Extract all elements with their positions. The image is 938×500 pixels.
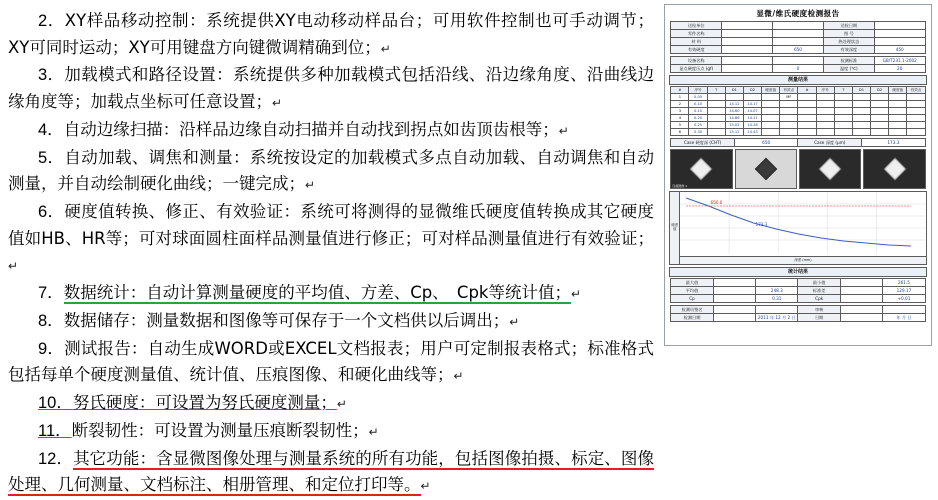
cell <box>871 129 889 136</box>
paragraph-9-text: 测试报告：自动生成WORD或EXCEL文档报表；用户可定制报表格式；标准格式包括每单个硬度测量值、统计值、压痕图像、和硬化曲线等； <box>8 338 654 385</box>
col-header: 硬度值 <box>889 87 907 94</box>
table-row <box>671 65 925 73</box>
cell <box>713 295 755 303</box>
cell: 有效硬度 <box>671 46 722 54</box>
cell <box>907 115 925 122</box>
cell: 14.60 <box>725 108 743 115</box>
table-row <box>671 122 925 129</box>
cell <box>816 129 834 136</box>
cell: 标准差 <box>798 287 840 295</box>
cell <box>780 129 798 136</box>
cell: 日期 <box>798 314 840 322</box>
cell <box>713 314 755 322</box>
paragraph-6-number: 6． <box>38 203 65 222</box>
cell: 最大值 <box>671 279 713 287</box>
pilcrow-icon: ↵ <box>509 314 520 329</box>
pilcrow-icon: ↵ <box>558 123 569 138</box>
paragraph-3-text: 加载模式和路径设置：系统提供多种加载模式包括沿线、沿边缘角度、沿曲线边缘角度等；加载点坐标可任意设置； <box>8 65 654 112</box>
cell <box>743 94 761 101</box>
cell: 0.05 <box>689 94 707 101</box>
cell <box>713 306 755 314</box>
col-header: T <box>834 87 852 94</box>
cell <box>773 57 824 65</box>
cell: 0 <box>773 65 824 73</box>
cell <box>798 129 816 136</box>
pilcrow-icon: ↵ <box>272 96 283 111</box>
cell: 送检单位 <box>671 22 722 30</box>
report-info-table <box>670 21 925 54</box>
indentation-image-strip <box>670 149 925 189</box>
cell: 4 <box>671 115 689 122</box>
table-row <box>671 94 925 101</box>
col-header: D1 <box>725 87 743 94</box>
cell <box>713 287 755 295</box>
paragraph-11 <box>8 418 654 445</box>
cell <box>840 295 882 303</box>
paragraph-10-text: 努氏硬度：可设置为努氏硬度测量； <box>72 393 337 413</box>
paragraph-12-text: 其它功能：含显微图像处理与测量系统的所有功能，包括图像拍摄、标定、图像处理、几何测量、文档标注、相册管理、和定位打印等。 <box>8 448 655 495</box>
paragraph-7 <box>8 280 654 307</box>
table-row <box>671 279 925 287</box>
paragraph-6-text: 硬度值转换、修正、有效验证：系统可将测得的显微维氏硬度值转换成其它硬度值如HB、HR等；可对球面圆柱面样品测量值进行修正；可对样品测量值进行有效验证； <box>8 202 654 248</box>
cell: 图 号 <box>823 30 874 38</box>
cell <box>907 129 925 136</box>
cell <box>834 101 852 108</box>
paragraph-10-number: 10． <box>38 394 73 413</box>
table-row <box>671 129 925 136</box>
cell <box>722 65 773 73</box>
cell: 2 <box>671 101 689 108</box>
table-row <box>671 287 925 295</box>
cell <box>852 122 870 129</box>
case-depth-value: 650 <box>734 139 798 147</box>
chart-svg <box>680 192 925 264</box>
cell <box>874 30 925 38</box>
paragraph-3 <box>8 62 654 115</box>
cell: 14.12 <box>725 101 743 108</box>
cell <box>889 94 907 101</box>
cell: GB/T231.1-2002 <box>874 57 925 65</box>
paragraph-9 <box>8 336 654 389</box>
cell <box>907 108 925 115</box>
table-row <box>671 306 925 314</box>
cell <box>722 30 773 38</box>
cell <box>798 94 816 101</box>
cell <box>889 115 907 122</box>
cell <box>798 115 816 122</box>
paragraph-5-text: 自动加载、调焦和测量：系统按设定的加载模式多点自动加载、自动调焦和自动测量，并自动绘制硬化曲线；一键完成； <box>8 147 654 194</box>
paragraph-4-text: 自动边缘扫描：沿样品边缘自动扫描并自动找到拐点如齿顶齿根等； <box>63 119 559 139</box>
cell: 温度 (℃) <box>823 65 874 73</box>
paragraph-12 <box>8 446 654 499</box>
cell <box>762 101 780 108</box>
case-depth-value-2: 173.3 <box>862 139 926 147</box>
cell <box>816 101 834 108</box>
pilcrow-icon: ↵ <box>570 287 582 302</box>
cell: 0.20 <box>689 115 707 122</box>
col-header: 有效点 <box>907 87 925 94</box>
cell <box>840 306 882 314</box>
cell: 热处理状态 <box>823 38 874 46</box>
cell: 送检日期 <box>823 22 874 30</box>
cell <box>883 306 925 314</box>
pilcrow-icon: ↵ <box>305 178 316 193</box>
paragraph-4 <box>8 117 654 144</box>
cell: Cp <box>671 295 713 303</box>
cell <box>707 108 725 115</box>
cell: 6 <box>671 129 689 136</box>
indentation-image <box>799 149 861 189</box>
cell: 2011 年 12 月 2 日 <box>756 314 798 322</box>
table-row <box>671 295 925 303</box>
cell <box>756 279 798 287</box>
chart-y-axis-label: 硬度值 <box>670 192 680 264</box>
cell <box>889 101 907 108</box>
cell: 材 料 <box>671 38 722 46</box>
cell <box>762 122 780 129</box>
case-depth-label-2: Case 深度 (μm) <box>798 139 862 147</box>
cell <box>707 94 725 101</box>
cell <box>852 108 870 115</box>
cell <box>852 101 870 108</box>
cell <box>871 94 889 101</box>
paragraph-7-number: 7． <box>38 284 64 303</box>
cell <box>852 115 870 122</box>
cell <box>834 115 852 122</box>
cell: 0.31 <box>756 295 798 303</box>
statistics-table <box>670 278 925 303</box>
table-row <box>671 57 925 65</box>
cell: 14.17 <box>743 101 761 108</box>
indentation-image <box>863 149 925 189</box>
cell <box>762 94 780 101</box>
cell: 5 <box>671 122 689 129</box>
col-header: D1 <box>852 87 870 94</box>
cell: +0.01 <box>883 295 925 303</box>
cell: 零件名称 <box>671 30 722 38</box>
paragraph-2 <box>8 8 654 61</box>
cell: 1 <box>671 94 689 101</box>
cell <box>773 38 824 46</box>
cell: 设备名称 <box>671 57 722 65</box>
cell <box>816 122 834 129</box>
paragraph-7-text: 数据统计：自动计算测量硬度的平均值、方差、Cp、 Cpk等统计值； <box>63 283 571 303</box>
cell <box>707 122 725 129</box>
signature-table <box>670 305 925 322</box>
measure-section-header: 测量结果 <box>669 75 926 85</box>
table-row <box>671 101 925 108</box>
cell <box>871 101 889 108</box>
cell <box>834 129 852 136</box>
cell <box>780 101 798 108</box>
cell: 450 <box>874 46 925 54</box>
paragraph-8-text: 数据储存：测量数据和图像等可保存于一个文档供以后调出； <box>63 310 510 330</box>
cell <box>756 306 798 314</box>
paragraph-12-number: 12． <box>38 449 74 468</box>
cell: 14.43 <box>743 129 761 136</box>
table-row <box>671 139 925 147</box>
cell <box>798 122 816 129</box>
cell <box>798 101 816 108</box>
cell <box>907 101 925 108</box>
cell <box>773 30 824 38</box>
cell: 15.02 <box>725 122 743 129</box>
cell: 261.5 <box>883 279 925 287</box>
cell <box>871 122 889 129</box>
col-header: # <box>671 87 689 94</box>
paragraph-2-text: XY样品移动控制：系统提供XY电动移动样品台；可用软件控制也可手动调节；XY可同时运动；XY可用键盘方向键微调精确到位； <box>8 11 654 57</box>
cell <box>874 22 925 30</box>
indentation-image <box>670 149 732 189</box>
paragraph-9-number: 9． <box>38 339 65 358</box>
col-header: # <box>798 87 816 94</box>
col-header: D2 <box>743 87 761 94</box>
table-row <box>671 30 925 38</box>
cell <box>889 129 907 136</box>
paragraph-5-number: 5． <box>38 148 65 167</box>
cell: 检测日期 <box>671 314 713 322</box>
table-row <box>671 314 925 322</box>
cell <box>722 46 773 54</box>
svg-text:173.3: 173.3 <box>755 222 768 227</box>
chart-plot-area <box>680 192 925 264</box>
measure-table <box>670 86 925 136</box>
report-preview <box>664 4 932 346</box>
cell: 3 <box>671 108 689 115</box>
paragraph-8 <box>8 308 654 335</box>
cell: MF <box>780 94 798 101</box>
cell <box>834 108 852 115</box>
paragraph-6 <box>8 199 654 279</box>
cell <box>780 115 798 122</box>
cell <box>852 129 870 136</box>
col-header: T <box>707 87 725 94</box>
cell <box>816 108 834 115</box>
cell <box>907 94 925 101</box>
cell <box>889 122 907 129</box>
table-row <box>671 22 925 30</box>
cell <box>889 108 907 115</box>
cell <box>871 108 889 115</box>
cell: 15.12 <box>725 129 743 136</box>
col-header: 序号 <box>816 87 834 94</box>
cell: Cpk <box>798 295 840 303</box>
cell: 14.86 <box>725 115 743 122</box>
table-row <box>671 108 925 115</box>
cell: 平均值 <box>671 287 713 295</box>
table-row <box>671 46 925 54</box>
pilcrow-icon: ↵ <box>380 41 391 56</box>
pilcrow-icon: ↵ <box>336 397 347 412</box>
cell <box>780 108 798 115</box>
cell <box>722 22 773 30</box>
cell <box>707 101 725 108</box>
indentation-image-label: 压痕图像 1 <box>672 184 688 188</box>
cell <box>725 94 743 101</box>
cell <box>871 115 889 122</box>
paragraph-11-text: 断裂韧性：可设置为测量压痕断裂韧性； <box>71 420 369 440</box>
cell <box>840 287 882 295</box>
cell <box>762 129 780 136</box>
paragraph-3-number: 3． <box>38 66 65 85</box>
cell <box>840 279 882 287</box>
paragraph-8-number: 8． <box>38 311 64 330</box>
cell <box>707 129 725 136</box>
cell <box>722 38 773 46</box>
indentation-diamond-icon <box>690 158 713 181</box>
indentation-diamond-icon <box>819 158 842 181</box>
col-header: 有效点 <box>780 87 798 94</box>
cell: 248.3 <box>756 287 798 295</box>
paragraph-11-number: 11． <box>38 421 72 440</box>
paragraph-2-number: 2． <box>38 12 65 30</box>
cell <box>722 57 773 65</box>
cell: 650 <box>773 46 824 54</box>
cell: 最小值 <box>798 279 840 287</box>
cell: 审核 <box>798 306 840 314</box>
pilcrow-icon: ↵ <box>420 479 431 494</box>
hardening-curve-chart <box>669 191 926 265</box>
cell <box>773 22 824 30</box>
svg-text:650.0: 650.0 <box>710 200 723 205</box>
indentation-diamond-icon <box>755 158 778 181</box>
cell: 0.25 <box>689 122 707 129</box>
col-header: 硬度值 <box>762 87 780 94</box>
chart-x-axis-label: 深度 (mm) <box>680 256 925 264</box>
case-depth-label: Case 硬度深 (CHT) <box>671 139 735 147</box>
cell: 14.07 <box>743 108 761 115</box>
paragraph-4-number: 4． <box>38 120 64 139</box>
table-header-row <box>671 87 925 94</box>
report-equipment-table <box>670 56 925 73</box>
cell: 显点硬度压点 (gf) <box>671 65 722 73</box>
cell: 0.30 <box>689 129 707 136</box>
cell <box>798 108 816 115</box>
cell: 14.28 <box>743 122 761 129</box>
col-header: 序号 <box>689 87 707 94</box>
cell <box>834 122 852 129</box>
cell <box>713 279 755 287</box>
pilcrow-icon: ↵ <box>8 259 19 274</box>
cell <box>834 94 852 101</box>
cell <box>816 115 834 122</box>
col-header: D2 <box>871 87 889 94</box>
cell: 0.10 <box>689 101 707 108</box>
table-row <box>671 38 925 46</box>
cell: 检测员签名 <box>671 306 713 314</box>
cell: 0.15 <box>689 108 707 115</box>
indentation-diamond-icon <box>883 158 906 181</box>
report-title: 显微/维氏硬度检测报告 <box>756 9 840 18</box>
cell <box>762 115 780 122</box>
case-depth-table <box>670 138 925 147</box>
cell <box>780 122 798 129</box>
cell <box>907 122 925 129</box>
cell <box>707 115 725 122</box>
statistics-section-header: 统计结果 <box>669 267 926 277</box>
indentation-image <box>735 149 797 189</box>
paragraph-10 <box>8 390 654 417</box>
pilcrow-icon: ↵ <box>368 424 379 439</box>
cell: 年 月 日 <box>883 314 925 322</box>
cell: 检测标准 <box>823 57 874 65</box>
cell <box>852 94 870 101</box>
pilcrow-icon: ↵ <box>453 369 464 384</box>
cell <box>874 38 925 46</box>
cell: 129.17 <box>883 287 925 295</box>
paragraph-5 <box>8 145 654 198</box>
cell <box>762 108 780 115</box>
table-row <box>671 115 925 122</box>
cell: 20 <box>874 65 925 73</box>
cell <box>840 314 882 322</box>
cell: 14.11 <box>743 115 761 122</box>
cell <box>816 94 834 101</box>
cell: 有效深度 <box>823 46 874 54</box>
